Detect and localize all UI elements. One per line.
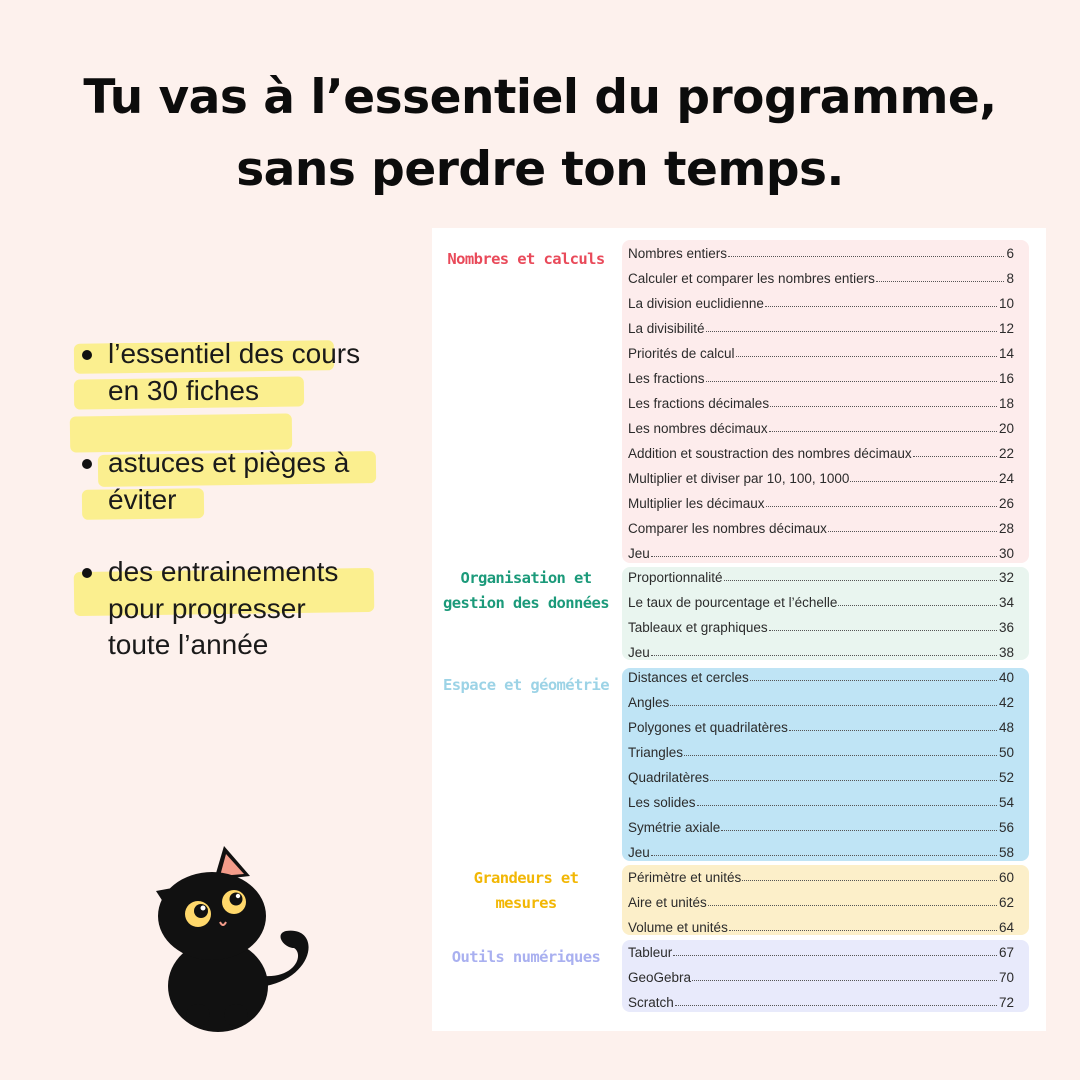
toc-entry[interactable] — [628, 464, 1014, 489]
dot-leader — [766, 505, 997, 507]
dot-leader — [765, 305, 997, 307]
toc-entry[interactable] — [628, 489, 1014, 514]
toc-entry-label: Symétrie axiale — [628, 820, 721, 836]
toc-entry[interactable] — [628, 613, 1014, 638]
toc-entry-page: 28 — [998, 520, 1014, 536]
bullet-dot — [82, 568, 92, 578]
feature-list — [78, 336, 418, 700]
toc-entry[interactable] — [628, 439, 1014, 464]
toc-entry[interactable] — [628, 539, 1014, 564]
toc-entry-label: Les fractions décimales — [628, 395, 770, 411]
table-of-contents — [432, 228, 1046, 1031]
toc-section-title: Nombres et calculs — [447, 250, 605, 268]
toc-entry-page: 56 — [998, 820, 1014, 836]
toc-entry-label: Addition et soustraction des nombres décimaux — [628, 445, 912, 461]
dot-leader — [706, 330, 997, 332]
toc-entry-label: Le taux de pourcentage et l’échelle — [628, 595, 838, 611]
toc-entry[interactable] — [628, 838, 1014, 863]
dot-leader — [789, 729, 997, 731]
toc-entry-label: Priorités de calcul — [628, 345, 735, 361]
dot-leader — [673, 954, 997, 956]
toc-entry-page: 58 — [998, 845, 1014, 861]
toc-entry-label: Tableur — [628, 944, 673, 960]
toc-entry-page: 6 — [1006, 246, 1014, 261]
toc-entry-label: Multiplier et diviser par 10, 100, 1000 — [628, 470, 850, 486]
dot-leader — [651, 555, 997, 557]
toc-entry[interactable] — [628, 938, 1014, 963]
toc-entry-page: 67 — [998, 944, 1014, 960]
toc-entry[interactable] — [628, 763, 1014, 788]
dot-leader — [724, 579, 997, 581]
toc-entry-page: 24 — [998, 470, 1014, 486]
toc-entry-page: 16 — [998, 370, 1014, 386]
headline-line-2: sans perdre ton temps. — [236, 142, 844, 197]
toc-entry[interactable] — [628, 414, 1014, 439]
toc-entry-page: 70 — [998, 969, 1014, 985]
toc-entry-page: 32 — [998, 570, 1014, 586]
toc-entry[interactable] — [628, 314, 1014, 339]
toc-entry[interactable] — [628, 339, 1014, 364]
toc-entry[interactable] — [628, 863, 1014, 888]
toc-entry-page: 62 — [998, 894, 1014, 910]
toc-entry[interactable] — [628, 289, 1014, 314]
toc-entry-page: 60 — [998, 870, 1014, 885]
toc-entry-label: Volume et unités — [628, 919, 728, 935]
toc-entry-page: 36 — [998, 620, 1014, 636]
dot-leader — [729, 929, 997, 931]
toc-entry-page: 72 — [998, 994, 1014, 1010]
toc-entry[interactable] — [628, 813, 1014, 838]
toc-entry-page: 42 — [998, 695, 1014, 711]
toc-entry-page: 12 — [998, 320, 1014, 336]
toc-entry-page: 18 — [998, 395, 1014, 411]
toc-entry-page: 20 — [998, 420, 1014, 436]
toc-entry-page: 30 — [998, 545, 1014, 561]
toc-entry-page: 50 — [998, 745, 1014, 761]
dot-leader — [651, 654, 997, 656]
toc-entry-label: Distances et cercles — [628, 670, 749, 686]
toc-entry-label: Les fractions — [628, 370, 705, 386]
toc-entry-label: Nombres entiers — [628, 246, 728, 261]
dot-leader — [692, 979, 997, 981]
toc-entry-label: Scratch — [628, 994, 674, 1010]
toc-section-title: Espace et géométrie — [443, 676, 609, 694]
toc-entry-label: Proportionnalité — [628, 570, 723, 586]
headline-line-1: Tu vas à l’essentiel du programme, — [83, 70, 997, 125]
toc-entry[interactable] — [628, 913, 1014, 938]
toc-entry-page: 10 — [998, 295, 1014, 311]
feature-text: l’essentiel des cours en 30 fiches — [108, 338, 361, 406]
dot-leader — [708, 904, 997, 906]
toc-entry-label: Jeu — [628, 545, 650, 561]
bullet-dot — [82, 459, 92, 469]
toc-entry[interactable] — [628, 963, 1014, 988]
toc-entry-label: La division euclidienne — [628, 295, 764, 311]
bullet-dot — [82, 350, 92, 360]
toc-entry[interactable] — [628, 364, 1014, 389]
toc-entry-label: Quadrilatères — [628, 770, 710, 786]
toc-entry[interactable] — [628, 588, 1014, 613]
toc-entry-page: 26 — [998, 495, 1014, 511]
toc-entry-page: 48 — [998, 720, 1014, 736]
toc-entry-label: Tableaux et graphiques — [628, 620, 768, 636]
toc-entry-label: Jeu — [628, 845, 650, 861]
toc-section-title: Outils numériques — [451, 948, 601, 966]
toc-entry-label: Triangles — [628, 745, 684, 761]
toc-entry-label: La divisibilité — [628, 320, 705, 336]
toc-entry-page: 54 — [998, 795, 1014, 811]
dot-leader — [710, 779, 997, 781]
toc-entry-page: 52 — [998, 770, 1014, 786]
toc-entry[interactable] — [628, 888, 1014, 913]
toc-entry-page: 14 — [998, 345, 1014, 361]
dot-leader — [675, 1004, 997, 1006]
toc-entry-label: Polygones et quadrilatères — [628, 720, 788, 736]
headline — [0, 62, 1080, 206]
toc-entry-label: Multiplier les décimaux — [628, 495, 765, 511]
dot-leader — [684, 754, 997, 756]
toc-entry-label: Périmètre et unités — [628, 870, 742, 885]
feature-text: astuces et pièges à éviter — [108, 447, 350, 515]
dot-leader — [838, 604, 997, 606]
toc-entry[interactable] — [628, 688, 1014, 713]
dot-leader — [913, 455, 997, 457]
dot-leader — [670, 704, 997, 706]
dot-leader — [697, 804, 997, 806]
feature-item — [78, 554, 418, 664]
toc-entry[interactable] — [628, 264, 1014, 289]
dot-leader — [728, 255, 1004, 257]
dot-leader — [769, 629, 997, 631]
toc-entry-label: Les nombres décimaux — [628, 420, 768, 436]
dot-leader — [769, 430, 997, 432]
toc-entry-page: 34 — [998, 595, 1014, 611]
dot-leader — [742, 879, 997, 881]
toc-entry[interactable] — [628, 713, 1014, 738]
black-cat-icon — [146, 836, 316, 1036]
feature-item — [78, 336, 418, 409]
feature-item — [78, 445, 418, 518]
toc-entry[interactable] — [628, 638, 1014, 663]
toc-entry[interactable] — [628, 239, 1014, 264]
dot-leader — [721, 829, 997, 831]
toc-entry-page: 40 — [998, 670, 1014, 686]
dot-leader — [651, 854, 997, 856]
toc-entry[interactable] — [628, 788, 1014, 813]
toc-entry[interactable] — [628, 988, 1014, 1013]
toc-entry[interactable] — [628, 389, 1014, 414]
toc-section-title: Organisation et gestion des données — [443, 569, 609, 612]
toc-entry[interactable] — [628, 563, 1014, 588]
toc-entry-page: 38 — [998, 645, 1014, 661]
toc-entry[interactable] — [628, 514, 1014, 539]
toc-entry-page: 8 — [1006, 270, 1014, 286]
toc-entry[interactable] — [628, 738, 1014, 763]
dot-leader — [850, 480, 997, 482]
dot-leader — [770, 405, 997, 407]
dot-leader — [736, 355, 997, 357]
toc-entry-label: GeoGebra — [628, 969, 692, 985]
dot-leader — [876, 280, 1005, 282]
dot-leader — [828, 530, 997, 532]
toc-entry-label: Aire et unités — [628, 894, 707, 910]
feature-text: des entrainements pour progresser toute l’année — [108, 556, 339, 660]
toc-entry-label: Les solides — [628, 795, 696, 811]
toc-entry[interactable] — [628, 663, 1014, 688]
toc-entry-page: 64 — [998, 919, 1014, 935]
toc-entry-label: Jeu — [628, 645, 650, 661]
toc-entry-label: Angles — [628, 695, 670, 711]
dot-leader — [750, 679, 997, 681]
toc-section-title: Grandeurs et mesures — [473, 869, 579, 912]
toc-entry-page: 22 — [998, 445, 1014, 461]
toc-entry-label: Comparer les nombres décimaux — [628, 520, 827, 536]
toc-entry-label: Calculer et comparer les nombres entiers — [628, 270, 875, 286]
dot-leader — [706, 380, 997, 382]
